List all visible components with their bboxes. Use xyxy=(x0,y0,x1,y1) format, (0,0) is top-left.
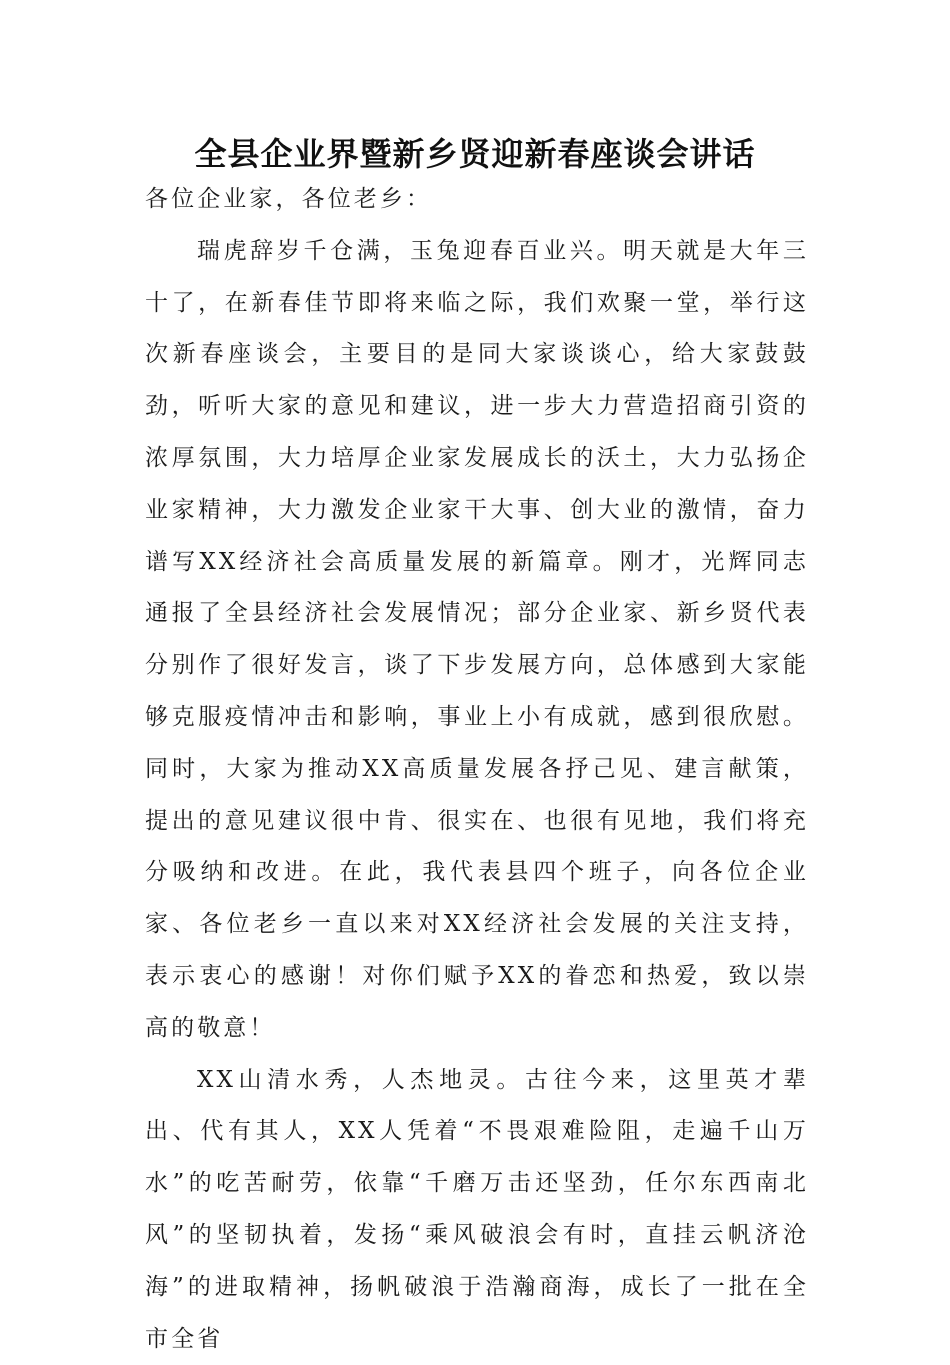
salutation: 各位企业家，各位老乡： xyxy=(145,186,433,212)
document-body xyxy=(145,174,809,1365)
document-title: 全县企业界暨新乡贤迎新春座谈会讲话 xyxy=(194,135,756,173)
paragraph-1: 瑞虎辞岁千仓满，玉兔迎春百业兴。明天就是大年三十了，在新春佳节即将来临之际，我们欢聚一堂，举行这次新春座谈会，主要目的是同大家谈谈心，给大家鼓鼓劲，听听大家的意见和建议，进一步大力营造招商引资的浓厚氛围，大力培厚企业家发展成长的沃土，大力弘扬企业家精神，大力激发企业家干大事、创大业的激情，奋力谱写XX经济社会高质量发展的新篇章。刚才，光辉同志通报了全县经济社会发展情况；部分企业家、新乡贤代表分别作了很好发言，谈了下步发展方向，总体感到大家能够克服疫情冲击和影响，事业上小有成就，感到很欣慰。同时，大家为推动XX高质量发展各抒己见、建言献策，提出的意见建议很中肯、很实在、也很有见地，我们将充分吸纳和改进。在此，我代表县四个班子，向各位企业家、各位老乡一直以来对XX经济社会发展的关注支持，表示衷心的感谢！对你们赋予XX的眷恋和热爱，致以崇高的敬意！ xyxy=(145,237,809,1041)
paragraph-2: XX山清水秀，人杰地灵。古往今来，这里英才辈出、代有其人，XX人凭着“不畏艰难险阻，走遍千山万水”的吃苦耐劳，依靠“千磨万击还坚劲，任尔东西南北风”的坚韧执着，发扬“乘风破浪会有时，直挂云帆济沧海”的进取精神，扬帆破浪于浩瀚商海，成长了一批在全市全省 xyxy=(145,1066,809,1352)
